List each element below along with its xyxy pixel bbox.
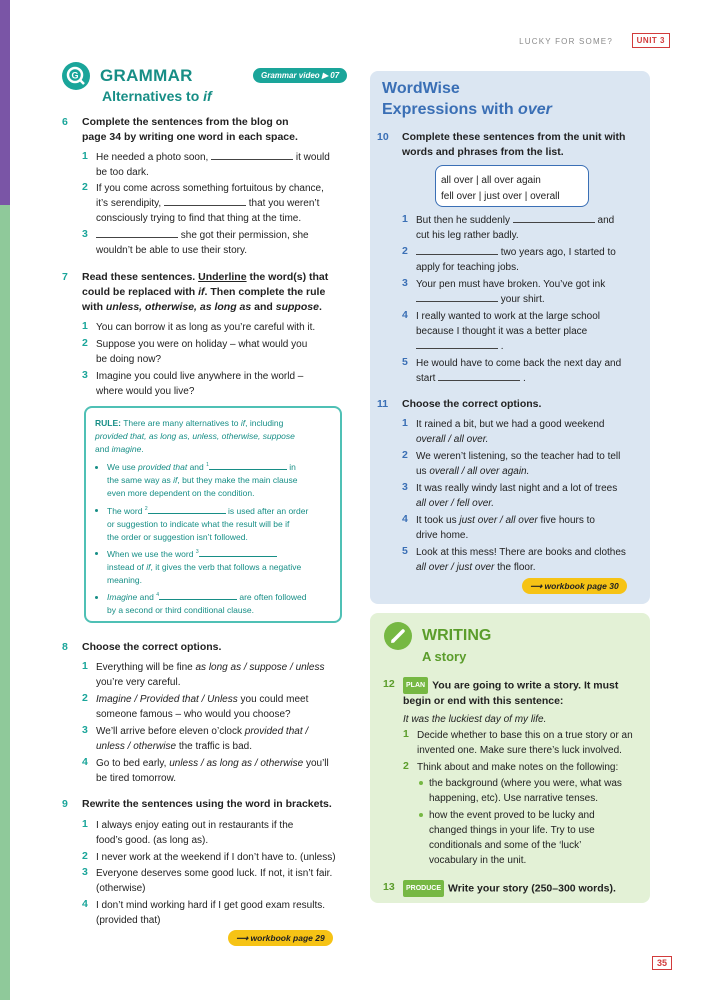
q11-item-number: 5 — [402, 545, 408, 557]
q8-item-1: Everything will be fine as long as / suppose / unless you’re very careful. — [96, 662, 325, 688]
bullet-icon — [95, 596, 98, 599]
q13-number: 13 — [383, 881, 395, 893]
q12-bullet-2: how the event proved to be lucky and changed things in your life. Try to use conditionals and some of the ‘luck’ vocabulary in the unit. — [429, 810, 595, 866]
q9-item-4: I don’t mind working hard if I get good exam results. (provided that) — [96, 900, 326, 926]
writing-title: WRITING — [422, 627, 492, 644]
q11-number: 11 — [377, 398, 389, 410]
q6-item-1: He needed a photo soon, it would be too dark. — [96, 152, 330, 178]
q10-item-2: two years ago, I started to apply for teaching jobs. — [416, 247, 616, 273]
grammar-magnifier-icon — [62, 62, 90, 90]
word-list-line-1: all over | all over again — [441, 175, 541, 186]
answer-blank[interactable] — [438, 371, 520, 381]
q11-item-2: We weren’t listening, so the teacher had to tell us overall / all over again. — [416, 451, 621, 477]
q12-item-1: Decide whether to base this on a true story or an invented one. Make sure there’s luck involved. — [417, 730, 633, 756]
q9-item-2: I never work at the weekend if I don’t have to. (unless) — [96, 852, 336, 863]
rule-bullet-2: The word $^2$ is used after an order or suggestion to indicate what the result will be if the order or suggestion isn’t followed. — [107, 505, 309, 542]
wordwise-title: WordWise — [382, 80, 460, 97]
q8-item-4: Go to bed early, unless / as long as / otherwise you’ll be tired tomorrow. — [96, 758, 329, 784]
bullet-icon — [95, 552, 98, 555]
q9-item-number: 3 — [82, 866, 88, 878]
q11-item-5: Look at this mess! There are books and clothes all over / just over the floor. — [416, 547, 626, 573]
grammar-title: GRAMMAR — [100, 66, 193, 85]
rule-blank-3[interactable] — [199, 547, 277, 557]
q7-number: 7 — [62, 271, 68, 283]
q8-number: 8 — [62, 641, 68, 653]
q6-item-2: If you come across something fortuitous by chance, it’s serendipity, that you weren’t consciously trying to find that thing at the time. — [96, 183, 324, 224]
q6-number: 6 — [62, 116, 68, 128]
q10-item-number: 1 — [402, 213, 408, 225]
rule-intro: RULE: There are many alternatives to if, including provided that, as long as, unless, otherwise, suppose and imagine. — [95, 418, 295, 454]
q11-item-number: 2 — [402, 449, 408, 461]
plan-tag: PLAN — [403, 677, 428, 694]
grammar-subtitle: Alternatives to if — [102, 88, 212, 104]
q7-item-number: 2 — [82, 337, 88, 349]
q12-item-number: 1 — [403, 728, 409, 740]
q8-item-number: 2 — [82, 692, 88, 704]
q10-number: 10 — [377, 131, 389, 143]
q11-item-1: It rained a bit, but we had a good weekend overall / all over. — [416, 419, 605, 445]
word-list-line-2: fell over | just over | overall — [441, 191, 560, 202]
q12-item-2: Think about and make notes on the following: — [417, 762, 619, 773]
answer-blank[interactable] — [416, 292, 498, 302]
rule-blank-2[interactable] — [148, 504, 226, 514]
q12-instruction: PLAN You are going to write a story. It must begin or end with this sentence: — [403, 677, 618, 709]
q8-item-2: Imagine / Provided that / Unless you could meet someone famous – who would you choose? — [96, 694, 309, 720]
side-strip-green — [0, 205, 10, 1000]
q12-number: 12 — [383, 678, 395, 690]
q8-item-3: We’ll arrive before eleven o’clock provided that / unless / otherwise the traffic is bad. — [96, 726, 309, 752]
q13-instruction: PRODUCE Write your story (250–300 words). — [403, 880, 616, 897]
svg-text:G: G — [71, 70, 79, 81]
q7-item-3: Imagine you could live anywhere in the world – where would you live? — [96, 371, 304, 397]
q10-item-number: 3 — [402, 277, 408, 289]
q6-item-number: 1 — [82, 150, 88, 162]
bullet-icon — [419, 813, 423, 817]
answer-blank[interactable] — [164, 196, 246, 206]
q11-item-4: It took us just over / all over five hours to drive home. — [416, 515, 595, 541]
running-head: LUCKY FOR SOME? — [519, 37, 613, 46]
q9-instruction: Rewrite the sentences using the word in brackets. — [82, 798, 332, 810]
q9-item-1: I always enjoy eating out in restaurants if the food’s good. (as long as). — [96, 820, 294, 846]
produce-tag: PRODUCE — [403, 880, 444, 897]
q10-item-4: I really wanted to work at the large school because I thought it was a better place . — [416, 311, 600, 352]
grammar-video-button[interactable]: Grammar video ▶ 07 — [253, 68, 347, 83]
answer-blank[interactable] — [96, 228, 178, 238]
q6-item-3: she got their permission, she wouldn’t be able to use their story. — [96, 230, 309, 256]
q7-item-number: 1 — [82, 320, 88, 332]
unit-badge: UNIT 3 — [632, 33, 670, 48]
q10-item-5: He would have to come back the next day and start . — [416, 358, 622, 384]
q8-item-number: 4 — [82, 756, 88, 768]
q10-item-number: 5 — [402, 356, 408, 368]
q10-instruction: Complete these sentences from the unit with words and phrases from the list. — [402, 131, 626, 158]
q10-item-number: 4 — [402, 309, 408, 321]
page-number: 35 — [652, 956, 672, 970]
bullet-icon — [95, 509, 98, 512]
q9-item-number: 4 — [82, 898, 88, 910]
q7-item-2: Suppose you were on holiday – what would you be doing now? — [96, 339, 308, 365]
rule-bullet-1: We use provided that and $^1$ in the same way as if, but they make the main clause even more dependent on the condition. — [107, 461, 298, 498]
bullet-icon — [419, 781, 423, 785]
q7-item-number: 3 — [82, 369, 88, 381]
q7-item-1: You can borrow it as long as you’re careful with it. — [96, 322, 316, 333]
q11-item-number: 4 — [402, 513, 408, 525]
q10-item-1: But then he suddenly and cut his leg rather badly. — [416, 215, 615, 241]
q7-instruction: Read these sentences. Underline the word(s) that could be replaced with if. Then complete the rule with unless, otherwise, as long as and suppose. — [82, 271, 329, 313]
answer-blank[interactable] — [211, 150, 293, 160]
q9-item-3: Everyone deserves some good luck. If not, it isn’t fair. (otherwise) — [96, 868, 333, 894]
rule-bullet-3: When we use the word $^3$ instead of if, it gives the verb that follows a negative meaning. — [107, 548, 302, 585]
q11-item-number: 1 — [402, 417, 408, 429]
q11-instruction: Choose the correct options. — [402, 398, 542, 410]
q12-item-number: 2 — [403, 760, 409, 772]
rule-bullet-4: Imagine and $^4$ are often followed by a second or third conditional clause. — [107, 591, 307, 615]
q11-item-3: It was really windy last night and a lot of trees all over / fell over. — [416, 483, 618, 509]
bullet-icon — [95, 466, 98, 469]
q8-item-number: 1 — [82, 660, 88, 672]
q9-item-number: 1 — [82, 818, 88, 830]
q10-item-number: 2 — [402, 245, 408, 257]
q6-item-number: 2 — [82, 181, 88, 193]
q9-number: 9 — [62, 798, 68, 810]
writing-subtitle: A story — [422, 649, 467, 664]
answer-blank[interactable] — [416, 339, 498, 349]
workbook-page-29-link[interactable]: ⟶ workbook page 29 — [228, 930, 333, 946]
rule-blank-4[interactable] — [159, 590, 237, 600]
q6-instruction: Complete the sentences from the blog on page 34 by writing one word in each space. — [82, 116, 298, 143]
q12-bullet-1: the background (where you were, what was happening, etc). Use narrative tenses. — [429, 778, 622, 804]
pencil-icon — [384, 622, 412, 650]
q10-item-3: Your pen must have broken. You’ve got ink your shirt. — [416, 279, 606, 305]
q9-item-number: 2 — [82, 850, 88, 862]
answer-blank[interactable] — [513, 213, 595, 223]
answer-blank[interactable] — [416, 245, 498, 255]
rule-blank-1[interactable] — [209, 460, 287, 470]
q6-item-number: 3 — [82, 228, 88, 240]
wordwise-subtitle: Expressions with over — [382, 101, 552, 118]
q11-item-number: 3 — [402, 481, 408, 493]
q8-instruction: Choose the correct options. — [82, 641, 222, 653]
workbook-page-30-link[interactable]: ⟶ workbook page 30 — [522, 578, 627, 594]
side-strip-purple — [0, 0, 10, 205]
q12-quote: It was the luckiest day of my life. — [403, 714, 547, 725]
q8-item-number: 3 — [82, 724, 88, 736]
